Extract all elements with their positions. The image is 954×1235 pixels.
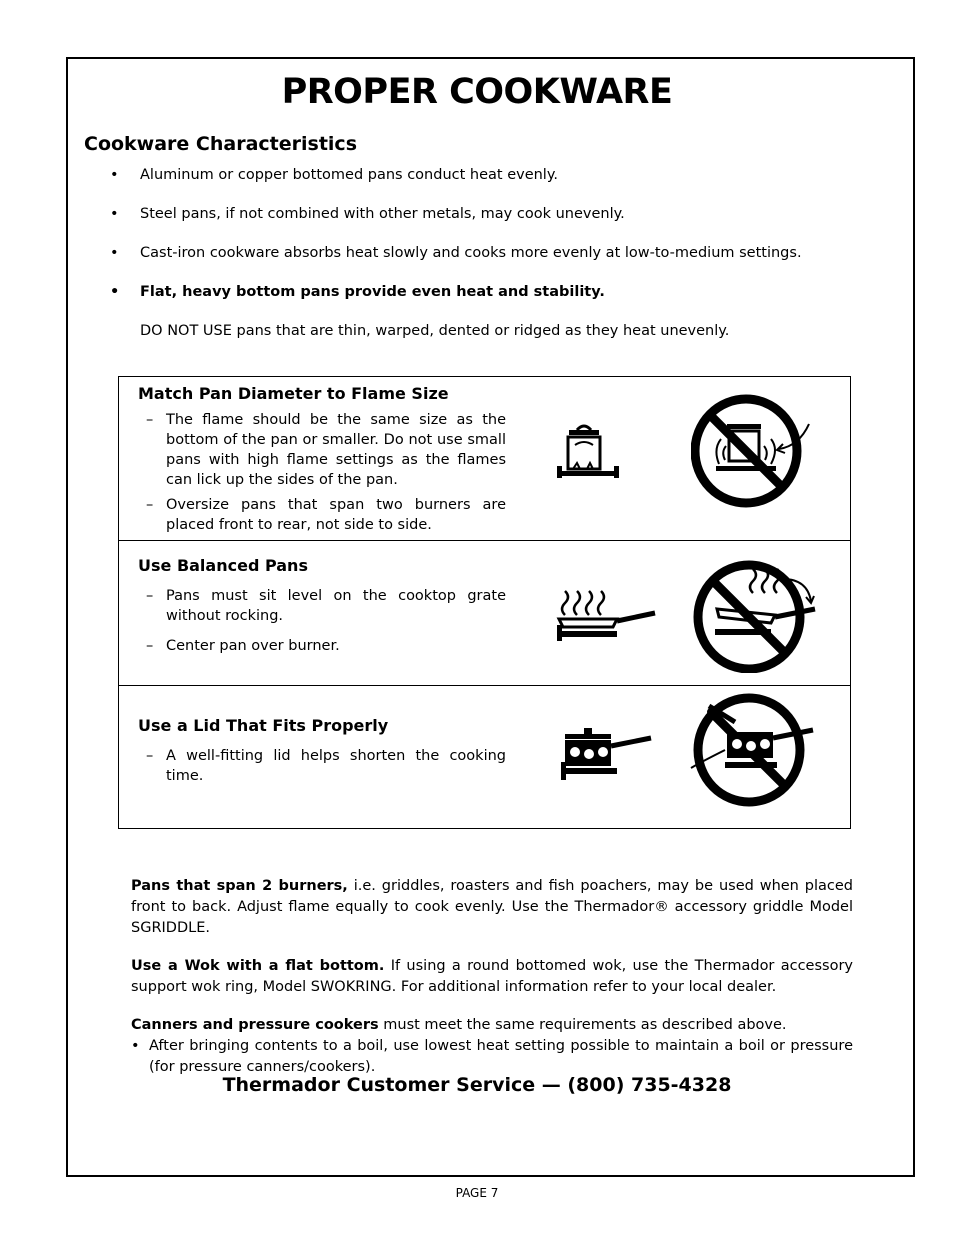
tip-heading: Use a Lid That Fits Properly <box>138 716 389 735</box>
dash-icon: – <box>146 588 154 604</box>
usage-notes <box>131 876 853 1078</box>
tip-item-text: Oversize pans that span two burners are placed front to rear, not side to side. <box>166 497 506 533</box>
bullet-icon: • <box>110 167 119 183</box>
note-text: After bringing contents to a boil, use lowest heat setting possible to maintain a boil or pressure (for pressure canners/cookers). <box>149 1038 853 1075</box>
note-lead: Pans that span 2 burners, <box>131 878 348 894</box>
tip-item <box>146 410 506 490</box>
bullet-icon: • <box>110 245 119 261</box>
tip-flame-size <box>119 377 850 541</box>
pot-on-burner-icon <box>555 421 625 485</box>
characteristics-heading: Cookware Characteristics <box>84 133 358 155</box>
pot-with-high-flame-prohibited-icon <box>691 394 816 509</box>
canners-subnote <box>131 1036 853 1078</box>
page-number: PAGE 7 <box>455 1186 499 1200</box>
tips-table <box>118 376 851 829</box>
list-item-text: Steel pans, if not combined with other metals, may cook unevenly. <box>140 206 625 222</box>
dash-icon: – <box>146 412 154 428</box>
list-item-text: Flat, heavy bottom pans provide even heat and stability. <box>140 284 605 300</box>
tip-item-text: A well-fitting lid helps shorten the cooking time. <box>166 748 506 784</box>
tip-lid-fit <box>119 686 850 828</box>
dash-icon: – <box>146 748 154 764</box>
tip-item <box>146 746 506 786</box>
tip-item <box>146 586 506 626</box>
lidded-saucepan-icon <box>559 724 655 784</box>
canners-note <box>131 1015 853 1036</box>
tip-item <box>146 495 506 535</box>
tip-item-text: Pans must sit level on the cooktop grate without rocking. <box>166 588 506 624</box>
level-skillet-icon <box>553 581 661 646</box>
bullet-icon: • <box>110 206 119 222</box>
page-title: PROPER COOKWARE <box>281 72 673 112</box>
bullet-icon: • <box>110 284 120 300</box>
note-lead: Canners and pressure cookers <box>131 1017 379 1033</box>
tip-heading: Use Balanced Pans <box>138 556 308 575</box>
span-burners-note <box>131 876 853 939</box>
tip-item-text: The flame should be the same size as the bottom of the pan or smaller. Do not use small pans with high flame settings as the flames can lick up the sides of the pan. <box>166 412 506 488</box>
tip-items <box>146 586 506 656</box>
tip-heading: Match Pan Diameter to Flame Size <box>138 384 449 403</box>
tip-items <box>146 746 506 786</box>
bullet-icon: • <box>131 1038 140 1054</box>
tipping-skillet-prohibited-icon <box>691 557 819 673</box>
tip-balanced-pans <box>119 541 850 686</box>
customer-service-line: Thermador Customer Service — (800) 735-4328 <box>222 1074 732 1096</box>
note-text: If using a round bottomed wok, use the Thermador accessory support wok ring, Model SWOKRING. For additional information refer to your local dealer. <box>131 958 854 995</box>
tip-item-text: Center pan over burner. <box>166 638 340 654</box>
note-text: must meet the same requirements as described above. <box>378 1017 787 1033</box>
wok-note <box>131 956 853 998</box>
tip-item <box>146 636 506 656</box>
list-item-text: Cast-iron cookware absorbs heat slowly and cooks more evenly at low-to-medium settings. <box>140 245 802 261</box>
dash-icon: – <box>146 497 154 513</box>
tip-items <box>146 410 506 535</box>
note-text: i.e. griddles, roasters and fish poachers, may be used when placed front to back. Adjust flame equally to cook evenly. Use the Thermador® accessory griddle Model SGRIDDLE. <box>131 878 853 936</box>
do-not-use-note: DO NOT USE pans that are thin, warped, dented or ridged as they heat unevenly. <box>140 323 730 339</box>
note-lead: Use a Wok with a flat bottom. <box>131 958 385 974</box>
list-item-text: Aluminum or copper bottomed pans conduct heat evenly. <box>140 167 558 183</box>
loose-lid-prohibited-icon <box>687 692 819 808</box>
dash-icon: – <box>146 638 154 654</box>
